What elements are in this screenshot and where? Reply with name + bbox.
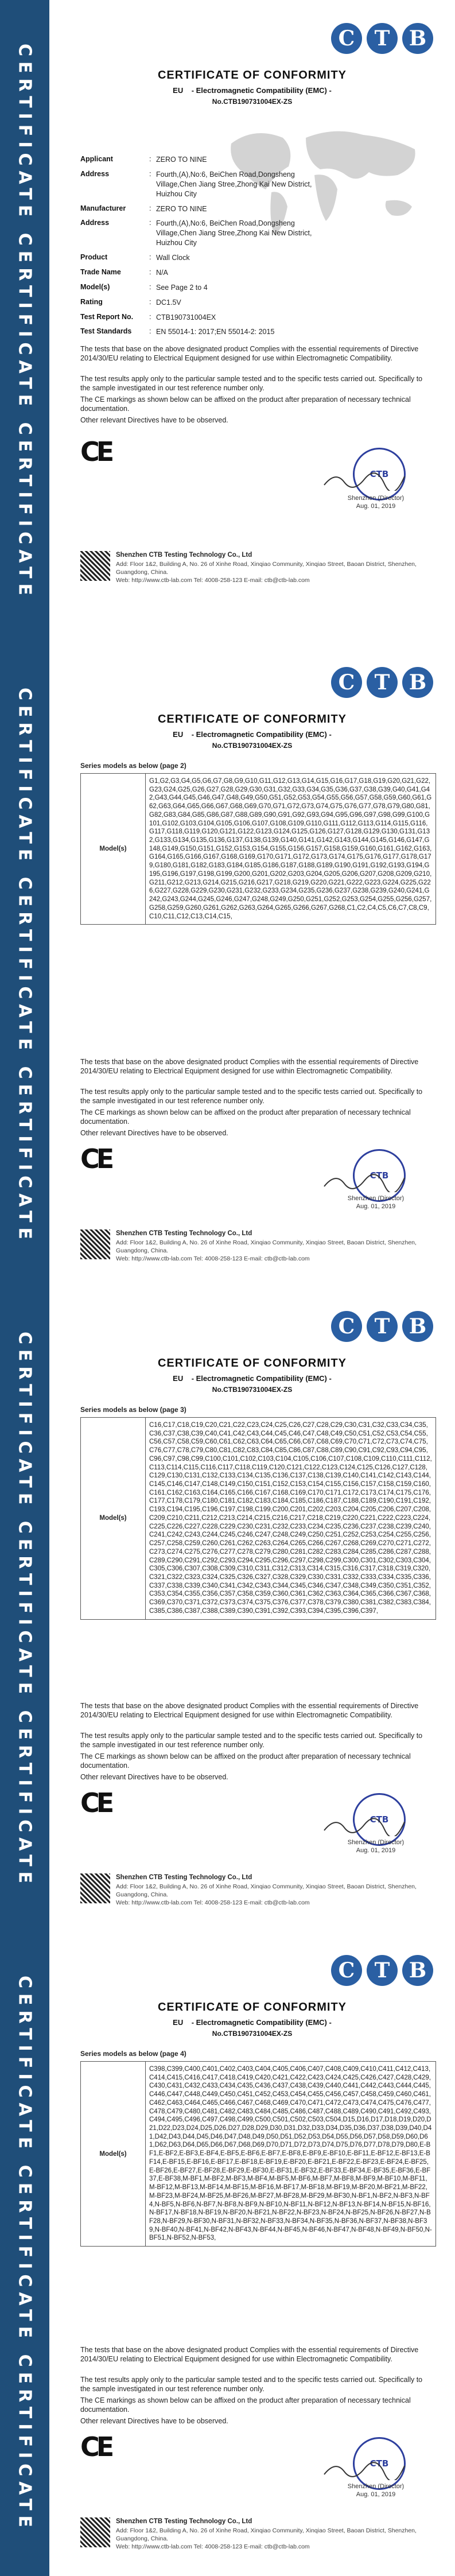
logo-letter: B	[402, 23, 433, 54]
sidebar	[0, 0, 49, 644]
detail-label: Address	[80, 169, 110, 178]
footer-contact: Web: http://www.ctb-lab.com Tel: 4008-258-123 E-mail: ctb@ctb-lab.com	[116, 576, 310, 584]
detail-label: Test Standards	[80, 327, 132, 336]
detail-value: Fourth,(A),No:6, BeiChen Road,Dongsheng Village,Chen Jiang Stree,Zhong Kai New District, Huizhou City	[156, 219, 312, 247]
logo-letter: B	[402, 1311, 433, 1342]
compliance-paragraph: The tests that base on the above designated product Complies with the essential requirements of Directive 2014/30/EU relating to Electrical Equipment designed for use within Electromagnetic Compatibility.	[80, 1702, 419, 1720]
qr-code-icon	[80, 2517, 110, 2547]
other-directives-paragraph: Other relevant Directives have to be observed.	[80, 416, 228, 424]
detail-label: Trade Name	[80, 267, 121, 276]
cert-number: No.CTB190731004EX-ZS	[212, 2030, 293, 2038]
sign-date: Aug. 01, 2019	[356, 503, 396, 510]
logo-letter: C	[331, 23, 362, 54]
models-list: C16,C17,C18,C19,C20,C21,C22,C23,C24,C25,C26,C27,C28,C29,C30,C31,C32,C33,C34,C35,C36,C37,C38,C39,C40,C41,C42,C43,C44,C45,C46,C47,C48,C49,C50,C51,C52,C53,C54,C55,C56,C57,C58,C59,C60,C61,C62,C63,C64,C65,C66,C67,C68,C69,C70,C71,C72,C73,C74,C75,C76,C77,C78,C79,C80,C81,C82,C83,C84,C85,C86,C87,C88,C89,C90,C91,C92,C93,C94,C95,C96,C97,C98,C99,C100,C101,C102,C103,C104,C105,C106,C107,C108,C109,C110,C111,C112,C113,C114,C115,C116,C117,C118,C119,C120,C121,C122,C123,C124,C125,C126,C127,C128,C129,C130,C131,C132,C133,C134,C135,C136,C137,C138,C139,C140,C141,C142,C143,C144,C145,C146,C147,C148,C149,C150,C151,C152,C153,C154,C155,C156,C157,C158,C159,C160,C161,C162,C163,C164,C165,C166,C167,C168,C169,C170,C171,C172,C173,C174,C175,C176,C177,C178,C179,C180,C181,C182,C183,C184,C185,C186,C187,C188,C189,C190,C191,C192,C193,C194,C195,C196,C197,C198,C199,C200,C201,C202,C203,C204,C205,C206,C207,C208,C209,C210,C211,C212,C213,C214,C215,C216,C217,C218,C219,C220,C221,C222,C223,C224,C225,C226,C227,C228,C229,C230,C231,C232,C233,C234,C235,C236,C237,C238,C239,C240,C241,C242,C243,C244,C245,C246,C247,C248,C249,C250,C251,C252,C253,C254,C255,C256,C257,C258,C259,C260,C261,C262,C263,C264,C265,C266,C267,C268,C269,C270,C271,C272,C273,C274,C275,C276,C277,C278,C279,C280,C281,C282,C283,C284,C285,C286,C287,C288,C289,C290,C291,C292,C293,C294,C295,C296,C297,C298,C299,C300,C301,C302,C303,C304,C305,C306,C307,C308,C309,C310,C311,C312,C313,C314,C315,C316,C317,C318,C319,C320,C321,C322,C323,C324,C325,C326,C327,C328,C329,C330,C331,C332,C333,C334,C335,C336,C337,C338,C339,C340,C341,C342,C343,C344,C345,C346,C347,C348,C349,C350,C351,C352,C353,C354,C355,C356,C357,C358,C359,C360,C361,C362,C363,C364,C365,C366,C367,C368,C369,C370,C371,C372,C373,C374,C375,C376,C377,C378,C379,C380,C381,C382,C383,C384,C385,C386,C387,C388,C389,C390,C391,C392,C393,C394,C395,C396,C397,	[146, 1418, 436, 1620]
ce-mark: CE	[80, 436, 111, 467]
directive-label: EU	[173, 2018, 184, 2027]
directive-line	[49, 1374, 455, 1383]
table-row	[81, 774, 436, 925]
scope-paragraph: The test results apply only to the particular sample tested and to the specific tests carried out. Specifically to the sample investigated in our test reference number only.	[80, 1088, 423, 1105]
signature	[321, 2457, 407, 2480]
detail-value: ZERO TO NINE	[156, 204, 207, 213]
signer-title: Shenzhen (Director)	[347, 495, 405, 502]
directive-text: - Electromagnetic Compatibility (EMC) -	[191, 730, 332, 739]
sign-date: Aug. 01, 2019	[356, 1203, 396, 1210]
footer-company: Shenzhen CTB Testing Technology Co., Ltd	[116, 2518, 252, 2525]
sign-date: Aug. 01, 2019	[356, 2491, 396, 2498]
sidebar-text: CERTIFICATE CERTIFICATE CERTIFICATE	[14, 43, 35, 601]
directive-line	[49, 86, 455, 95]
signature	[321, 468, 407, 491]
page-title: CERTIFICATE OF CONFORMITY	[157, 69, 347, 82]
detail-row: Address : Fourth,(A),No:6, BeiChen Road,Dongsheng Village,Chen Jiang Stree,Zhong Kai New District, Huizhou City	[80, 219, 425, 248]
detail-label: Manufacturer	[80, 204, 126, 212]
models-label: Model(s)	[81, 774, 146, 925]
ce-marking-paragraph: The CE markings as shown below can be affixed on the product after preparation of necessary technical documentation.	[80, 395, 411, 413]
ce-marking-paragraph: The CE markings as shown below can be affixed on the product after preparation of necessary technical documentation.	[80, 2396, 411, 2414]
ctb-logo	[331, 667, 433, 698]
cert-number: No.CTB190731004EX-ZS	[212, 1386, 293, 1394]
detail-row: Test Standards : EN 55014-1: 2017;EN 55014-2: 2015	[80, 327, 425, 337]
logo-letter: C	[331, 667, 362, 698]
models-heading: Series models as below (page 3)	[80, 1406, 186, 1414]
sidebar-text: CERTIFICATE CERTIFICATE CERTIFICATE	[14, 687, 35, 1245]
footer-contact: Web: http://www.ctb-lab.com Tel: 4008-258-123 E-mail: ctb@ctb-lab.com	[116, 1899, 310, 1906]
footer-company: Shenzhen CTB Testing Technology Co., Ltd	[116, 552, 252, 558]
compliance-paragraph: The tests that base on the above designated product Complies with the essential requirements of Directive 2014/30/EU relating to Electrical Equipment designed for use within Electromagnetic Compatibility.	[80, 1058, 419, 1076]
models-list: G1,G2,G3,G4,G5,G6,G7,G8,G9,G10,G11,G12,G13,G14,G15,G16,G17,G18,G19,G20,G21,G22,G23,G24,G25,G26,G27,G28,G29,G30,G31,G32,G33,G34,G35,G36,G37,G38,G39,G40,G41,G42,G43,G44,G45,G46,G47,G48,G49,G50,G51,G52,G53,G54,G55,G56,G57,G58,G59,G60,G61,G62,G63,G64,G65,G66,G67,G68,G69,G70,G71,G72,G73,G74,G75,G76,G77,G78,G79,G80,G81,G82,G83,G84,G85,G86,G87,G88,G89,G90,G91,G92,G93,G94,G95,G96,G97,G98,G99,G100,G101,G102,G103,G104,G105,G106,G107,G108,G109,G110,G111,G112,G113,G114,G115,G116,G117,G118,G119,G120,G121,G122,G123,G124,G125,G126,G127,G128,G129,G130,G131,G132,G133,G134,G135,G136,G137,G138,G139,G140,G141,G142,G143,G144,G145,G146,G147,G148,G149,G150,G151,G152,G153,G154,G155,G156,G157,G158,G159,G160,G161,G162,G163,G164,G165,G166,G167,G168,G169,G170,G171,G172,G173,G174,G175,G176,G177,G178,G179,G180,G181,G182,G183,G184,G185,G186,G187,G188,G189,G190,G191,G192,G193,G194,G195,G196,G197,G198,G199,G200,G201,G202,G203,G204,G205,G206,G207,G208,G209,G210,G211,G212,G213,G214,G215,G216,G217,G218,G219,G220,G221,G222,G223,G224,G225,G226,G227,G228,G229,G230,G231,G232,G233,G234,G235,G236,G237,G238,G239,G240,G241,G242,G243,G244,G245,G246,G247,G248,G249,G250,G251,G252,G253,G254,G255,G256,G257,G258,G259,G260,G261,G262,G263,G264,G265,G266,G267,G268,C1,C2,C4,C5,C6,C7,C8,C9,C10,C11,C12,C13,C14,C15,	[146, 774, 436, 925]
logo-letter: T	[367, 667, 398, 698]
logo-letter: C	[331, 1311, 362, 1342]
models-heading: Series models as below (page 2)	[80, 762, 186, 770]
footer-address: Add: Floor 1&2, Building A, No. 26 of Xinhe Road, Xinqiao Community, Xinqiao Street, Baoan District, Shenzhen, Guangdong, China.	[116, 1239, 417, 1254]
compliance-paragraph: The tests that base on the above designated product Complies with the essential requirements of Directive 2014/30/EU relating to Electrical Equipment designed for use within Electromagnetic Compatibility.	[80, 2346, 419, 2364]
table-row	[81, 2062, 436, 2247]
qr-code-icon	[80, 551, 110, 581]
signer-title: Shenzhen (Director)	[347, 2483, 405, 2490]
detail-label: Test Report No.	[80, 312, 134, 321]
page-title: CERTIFICATE OF CONFORMITY	[157, 713, 347, 726]
signer-title: Shenzhen (Director)	[347, 1839, 405, 1846]
ce-marking-paragraph: The CE markings as shown below can be affixed on the product after preparation of necessary technical documentation.	[80, 1752, 411, 1770]
sidebar-text: CERTIFICATE CERTIFICATE CERTIFICATE	[14, 1975, 35, 2533]
detail-value: EN 55014-1: 2017;EN 55014-2: 2015	[156, 328, 275, 336]
detail-row: Applicant : ZERO TO NINE	[80, 155, 425, 165]
other-directives-paragraph: Other relevant Directives have to be observed.	[80, 2417, 228, 2425]
signature	[321, 1169, 407, 1192]
footer-company: Shenzhen CTB Testing Technology Co., Ltd	[116, 1230, 252, 1237]
footer-address: Add: Floor 1&2, Building A, No. 26 of Xinhe Road, Xinqiao Community, Xinqiao Street, Baoan District, Shenzhen, Guangdong, China.	[116, 1883, 417, 1898]
detail-label: Product	[80, 253, 108, 261]
footer-contact: Web: http://www.ctb-lab.com Tel: 4008-258-123 E-mail: ctb@ctb-lab.com	[116, 1255, 310, 1262]
detail-value: N/A	[156, 268, 168, 277]
logo-letter: C	[331, 1955, 362, 1986]
details-list	[80, 155, 425, 342]
logo-letter: T	[367, 1311, 398, 1342]
directive-label: EU	[173, 86, 184, 95]
cert-number: No.CTB190731004EX-ZS	[212, 742, 293, 750]
signer-title: Shenzhen (Director)	[347, 1195, 405, 1202]
detail-value: Wall Clock	[156, 254, 190, 262]
ctb-logo	[331, 1311, 433, 1342]
other-directives-paragraph: Other relevant Directives have to be observed.	[80, 1129, 228, 1137]
ce-mark: CE	[80, 1143, 111, 1174]
logo-letter: B	[402, 667, 433, 698]
certificate-page-2	[0, 644, 455, 1288]
company-stamp: CTB	[353, 448, 406, 501]
models-label: Model(s)	[81, 2062, 146, 2247]
directive-label: EU	[173, 1374, 184, 1383]
sidebar	[0, 1288, 49, 1932]
models-table	[80, 2061, 436, 2247]
ce-mark: CE	[80, 1787, 111, 1818]
models-table	[80, 773, 436, 925]
footer-address: Add: Floor 1&2, Building A, No. 26 of Xinhe Road, Xinqiao Community, Xinqiao Street, Baoan District, Shenzhen, Guangdong, China.	[116, 560, 417, 576]
scope-paragraph: The test results apply only to the particular sample tested and to the specific tests carried out. Specifically to the sample investigated in our test reference number only.	[80, 2376, 423, 2393]
ce-mark: CE	[80, 2431, 111, 2462]
ctb-logo	[331, 23, 433, 54]
sidebar	[0, 1932, 49, 2576]
certificate-page-3	[0, 1288, 455, 1932]
logo-letter: T	[367, 1955, 398, 1986]
company-stamp: CTB	[353, 1793, 406, 1846]
scope-paragraph: The test results apply only to the particular sample tested and to the specific tests carried out. Specifically to the sample investigated in our test reference number only.	[80, 1732, 423, 1749]
detail-label: Applicant	[80, 155, 113, 163]
company-stamp: CTB	[353, 2437, 406, 2490]
cert-number: No.CTB190731004EX-ZS	[212, 98, 293, 106]
models-table	[80, 1417, 436, 1620]
detail-value: CTB190731004EX	[156, 313, 216, 321]
sign-date: Aug. 01, 2019	[356, 1847, 396, 1854]
detail-row: Manufacturer : ZERO TO NINE	[80, 204, 425, 214]
directive-text: - Electromagnetic Compatibility (EMC) -	[191, 1374, 332, 1383]
certificate-page-1	[0, 0, 455, 644]
detail-row: Rating : DC1.5V	[80, 298, 425, 308]
logo-letter: T	[367, 23, 398, 54]
qr-code-icon	[80, 1873, 110, 1903]
models-label: Model(s)	[81, 1418, 146, 1620]
detail-value: ZERO TO NINE	[156, 156, 207, 164]
directive-line	[49, 730, 455, 739]
detail-value: See Page 2 to 4	[156, 283, 208, 292]
models-list: C398,C399,C400,C401,C402,C403,C404,C405,C406,C407,C408,C409,C410,C411,C412,C413,C414,C415,C416,C417,C418,C419,C420,C421,C422,C423,C424,C425,C426,C427,C428,C429,C430,C431,C432,C433,C434,C435,C436,C437,C438,C439,C440,C441,C442,C443,C444,C445,C446,C447,C448,C449,C450,C451,C452,C453,C454,C455,C456,C457,C458,C459,C460,C461,C462,C463,C464,C465,C466,C467,C468,C469,C470,C471,C472,C473,C474,C475,C476,C477,C478,C479,C480,C481,C482,C483,C484,C485,C486,C487,C488,C489,C490,C491,C492,C493,C494,C495,C496,C497,C498,C499,C500,C501,C502,C503,C504,D15,D16,D17,D18,D19,D20,D21,D22,D23,D24,D25,D26,D27,D28,D29,D30,D31,D32,D33,D34,D35,D36,D37,D38,D39,D40,D41,D42,D43,D44,D45,D46,D47,D48,D49,D50,D51,D52,D53,D54,D55,D56,D57,D58,D59,D60,D61,D62,D63,D64,D65,D66,D67,D68,D69,D70,D71,D72,D73,D74,D75,D76,D77,D78,D79,D80,E-BF1,E-BF2,E-BF3,E-BF4,E-BF5,E-BF6,E-BF7,E-BF8,E-BF9,E-BF10,E-BF11,E-BF12,E-BF13,E-BF14,E-BF15,E-BF16,E-BF17,E-BF18,E-BF19,E-BF20,E-BF21,E-BF22,E-BF23,E-BF24,E-BF25,E-BF26,E-BF27,E-BF28,E-BF29,E-BF30,E-BF31,E-BF32,E-BF33,E-BF34,E-BF35,E-BF36,E-BF37,E-BF38,M-BF1,M-BF2,M-BF3,M-BF4,M-BF5,M-BF6,M-BF7,M-BF8,M-BF9,M-BF10,M-BF11,M-BF12,M-BF13,M-BF14,M-BF15,M-BF16,M-BF17,M-BF18,M-BF19,M-BF20,M-BF21,M-BF22,M-BF23,M-BF24,M-BF25,M-BF26,M-BF27,M-BF28,M-BF29,M-BF30,N-BF1,N-BF2,N-BF3,N-BF4,N-BF5,N-BF6,N-BF7,N-BF8,N-BF9,N-BF10,N-BF11,N-BF12,N-BF13,N-BF14,N-BF15,N-BF16,N-BF17,N-BF18,N-BF19,N-BF20,N-BF21,N-BF22,N-BF23,N-BF24,N-BF25,N-BF26,N-BF27,N-BF28,N-BF29,N-BF30,N-BF31,N-BF32,N-BF33,N-BF34,N-BF35,N-BF36,N-BF37,N-BF38,N-BF39,N-BF40,N-BF41,N-BF42,N-BF43,N-BF44,N-BF45,N-BF46,N-BF47,N-BF48,N-BF49,N-BF50,N-BF51,N-BF52,N-BF53,	[146, 2062, 436, 2247]
sidebar-text: CERTIFICATE CERTIFICATE CERTIFICATE	[14, 1331, 35, 1889]
other-directives-paragraph: Other relevant Directives have to be observed.	[80, 1773, 228, 1781]
models-heading: Series models as below (page 4)	[80, 2050, 186, 2058]
ctb-logo	[331, 1955, 433, 1986]
directive-text: - Electromagnetic Compatibility (EMC) -	[191, 2018, 332, 2027]
detail-label: Address	[80, 219, 110, 227]
footer-address: Add: Floor 1&2, Building A, No. 26 of Xinhe Road, Xinqiao Community, Xinqiao Street, Baoan District, Shenzhen, Guangdong, China.	[116, 2527, 417, 2542]
detail-value: Fourth,(A),No:6, BeiChen Road,Dongsheng Village,Chen Jiang Stree,Zhong Kai New District, Huizhou City	[156, 170, 312, 198]
directive-line	[49, 2018, 455, 2027]
directive-text: - Electromagnetic Compatibility (EMC) -	[191, 86, 332, 95]
detail-label: Model(s)	[80, 282, 110, 291]
ce-marking-paragraph: The CE markings as shown below can be affixed on the product after preparation of necessary technical documentation.	[80, 1108, 411, 1126]
detail-value: DC1.5V	[156, 298, 181, 307]
detail-label: Rating	[80, 297, 103, 306]
page-title: CERTIFICATE OF CONFORMITY	[157, 2001, 347, 2014]
logo-letter: B	[402, 1955, 433, 1986]
signature	[321, 1813, 407, 1836]
qr-code-icon	[80, 1229, 110, 1259]
detail-row: Test Report No. : CTB190731004EX	[80, 313, 425, 323]
compliance-paragraph: The tests that base on the above designated product Complies with the essential requirements of Directive 2014/30/EU relating to Electrical Equipment designed for use within Electromagnetic Compatibility.	[80, 345, 419, 363]
detail-row: Address : Fourth,(A),No:6, BeiChen Road,Dongsheng Village,Chen Jiang Stree,Zhong Kai New District, Huizhou City	[80, 170, 425, 199]
table-row	[81, 1418, 436, 1620]
detail-row: Model(s) : See Page 2 to 4	[80, 283, 425, 293]
page-title: CERTIFICATE OF CONFORMITY	[157, 1357, 347, 1370]
detail-row: Product : Wall Clock	[80, 253, 425, 263]
directive-label: EU	[173, 730, 184, 739]
detail-row: Trade Name : N/A	[80, 268, 425, 278]
company-stamp: CTB	[353, 1149, 406, 1202]
footer-contact: Web: http://www.ctb-lab.com Tel: 4008-258-123 E-mail: ctb@ctb-lab.com	[116, 2543, 310, 2550]
scope-paragraph: The test results apply only to the particular sample tested and to the specific tests carried out. Specifically to the sample investigated in our test reference number only.	[80, 375, 423, 393]
footer-company: Shenzhen CTB Testing Technology Co., Ltd	[116, 1874, 252, 1881]
sidebar	[0, 644, 49, 1288]
certificate-page-4	[0, 1932, 455, 2576]
